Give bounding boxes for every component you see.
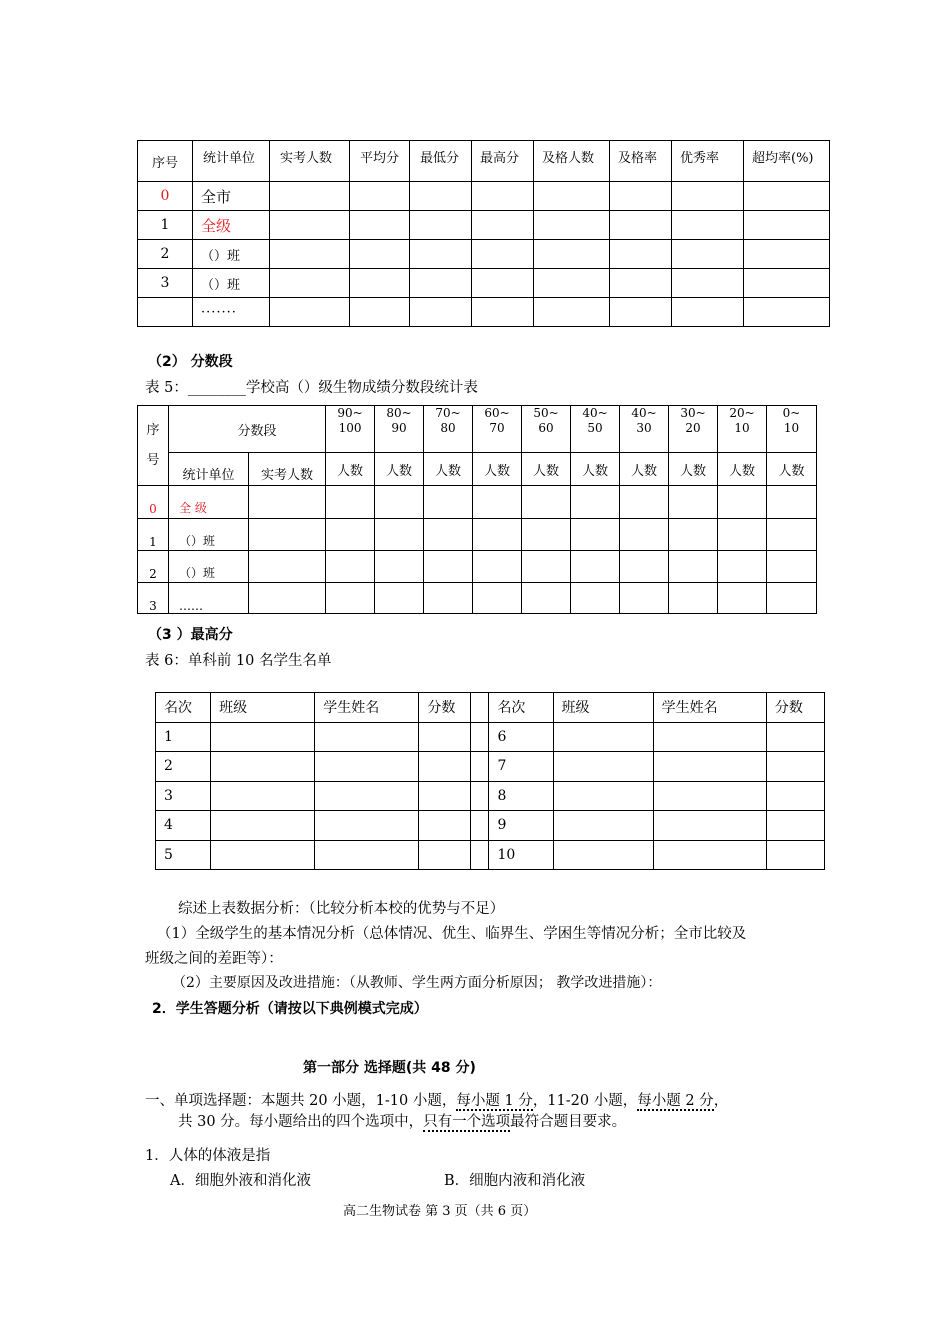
table-header-row: [138, 141, 830, 182]
part1-instruction-line2: 共 30 分。每小题给出的四个选项中，只有一个选项最符合题目要求。: [178, 1114, 627, 1130]
range-cell: 90~ 100: [326, 406, 375, 453]
unit-cell: （）班: [193, 269, 270, 298]
table-caption: [145, 376, 478, 397]
caption-prefix: 表 5：: [145, 380, 188, 396]
header-cell: 序号: [138, 141, 193, 182]
unit-cell: （）班: [193, 240, 270, 269]
rank-cell: 4: [156, 811, 211, 841]
range-cell: 30~ 20: [669, 406, 718, 453]
header-cell: 班级: [211, 693, 315, 723]
table-row: [138, 298, 830, 327]
count-label: 人数: [326, 453, 375, 486]
count-label: 人数: [473, 453, 522, 486]
table-row: [138, 583, 817, 614]
rank-cell: 10: [489, 840, 553, 870]
top-students-table: [155, 692, 825, 870]
table-row: [138, 519, 817, 551]
count-label: 人数: [718, 453, 767, 486]
header-cell: 统计单位: [193, 141, 270, 182]
header-cell: 名次: [156, 693, 211, 723]
unit-cell: （）班: [169, 519, 249, 551]
table-row: [156, 840, 825, 870]
question-stem: 1．人体的体液是指: [145, 1148, 271, 1164]
header-cell: 最高分: [472, 141, 534, 182]
row-number: 0: [138, 182, 193, 211]
header-cell: 分数: [419, 693, 471, 723]
unit-cell: （）班: [169, 551, 249, 583]
analysis-point1-line1: （1）全级学生的基本情况分析（总体情况、优生、临界生、学困生等情况分析；全市比较及: [157, 926, 747, 942]
table-row: [138, 486, 817, 519]
seq-header-top: 序: [146, 422, 160, 438]
header-cell: 及格人数: [534, 141, 610, 182]
unit-cell: 全市: [193, 182, 270, 211]
range-cell: 80~ 90: [375, 406, 424, 453]
count-label: 人数: [424, 453, 473, 486]
seq-header-bottom: 号: [146, 452, 160, 468]
row-number: 2: [138, 240, 193, 269]
section-heading: （2） 分数段: [148, 354, 233, 370]
range-cell: 50~ 60: [522, 406, 571, 453]
row-number: 1: [138, 211, 193, 240]
range-cell: 20~ 10: [718, 406, 767, 453]
option-a: A．细胞外液和消化液: [170, 1173, 311, 1189]
range-cell: 60~ 70: [473, 406, 522, 453]
unit-cell: ·······: [193, 298, 270, 327]
header-cell: 班级: [553, 693, 653, 723]
caption-blank: ________: [187, 380, 246, 396]
header-cell: 学生姓名: [315, 693, 419, 723]
header-cell: 平均分: [350, 141, 410, 182]
table-header-row: [156, 693, 825, 723]
exam-count-label: 实考人数: [249, 453, 326, 486]
count-label: 人数: [669, 453, 718, 486]
segment-label: 分数段: [169, 406, 326, 453]
unit-cell: 全 级: [169, 486, 249, 519]
table-row: [138, 269, 830, 298]
part1-instruction-line1: 一、单项选择题：本题共 20 小题，1-10 小题，每小题 1 分，11-20 小题，每小题 2 分，: [145, 1093, 729, 1109]
range-cell: 40~ 50: [571, 406, 620, 453]
header-cell: 学生姓名: [653, 693, 766, 723]
header-cell: 最低分: [410, 141, 472, 182]
rank-cell: 7: [489, 752, 553, 782]
rank-cell: 3: [156, 781, 211, 811]
rank-cell: 2: [156, 752, 211, 782]
page-footer: 高二生物试卷 第 3 页（共 6 页）: [343, 1204, 537, 1219]
section-heading: （3 ）最高分: [148, 627, 233, 643]
unit-cell: ……: [169, 583, 249, 614]
answer-analysis-heading: 2．学生答题分析（请按以下典例模式完成）: [152, 1001, 428, 1017]
table-header-row: [138, 406, 817, 453]
option-b: B．细胞内液和消化液: [444, 1173, 586, 1189]
range-cell: 0~ 10: [767, 406, 817, 453]
range-cell: 40~ 30: [620, 406, 669, 453]
count-label: 人数: [522, 453, 571, 486]
analysis-point1-line2: 班级之间的差距等）：: [145, 951, 283, 967]
rank-cell: 6: [489, 722, 553, 752]
emphasis-dots: 只有一个选项: [423, 1114, 511, 1130]
row-number: [138, 298, 193, 327]
row-number: 3: [138, 269, 193, 298]
score-segment-table: [137, 405, 817, 614]
table-row: [138, 240, 830, 269]
rank-cell: 1: [156, 722, 211, 752]
count-label: 人数: [375, 453, 424, 486]
caption-suffix: 学校高（）级生物成绩分数段统计表: [245, 380, 478, 396]
part1-title: 第一部分 选择题(共 48 分): [303, 1060, 476, 1076]
row-number: 1: [138, 519, 169, 551]
row-number: 0: [138, 486, 169, 519]
count-label: 人数: [767, 453, 817, 486]
header-cell: 实考人数: [270, 141, 350, 182]
count-label: 人数: [620, 453, 669, 486]
table-caption: 表 6：单科前 10 名学生名单: [145, 653, 332, 669]
header-cell: 优秀率: [672, 141, 744, 182]
rank-cell: 9: [489, 811, 553, 841]
rank-cell: 5: [156, 840, 211, 870]
header-cell: 超均率(%): [744, 141, 830, 182]
table-row: [138, 211, 830, 240]
row-number: 3: [138, 583, 169, 614]
emphasis-dots: 每小题 1 分: [456, 1093, 533, 1109]
emphasis-dots: 每小题 2 分: [637, 1093, 714, 1109]
table-row: [138, 551, 817, 583]
table-row: [156, 752, 825, 782]
table-row: [156, 722, 825, 752]
rank-cell: 8: [489, 781, 553, 811]
unit-label: 统计单位: [169, 453, 249, 486]
header-cell: 及格率: [610, 141, 672, 182]
score-stats-table: [137, 140, 830, 327]
header-cell: 分数: [766, 693, 824, 723]
table-row: [138, 182, 830, 211]
count-label: 人数: [571, 453, 620, 486]
unit-cell: 全级: [193, 211, 270, 240]
analysis-intro: 综述上表数据分析：（比较分析本校的优势与不足）: [178, 901, 505, 917]
row-number: 2: [138, 551, 169, 583]
table-subheader-row: [138, 453, 817, 486]
header-cell: 名次: [489, 693, 553, 723]
analysis-point2: （2）主要原因及改进措施：（从教师、学生两方面分析原因； 教学改进措施）：: [172, 975, 662, 991]
table-row: [156, 811, 825, 841]
range-cell: 70~ 80: [424, 406, 473, 453]
table-row: [156, 781, 825, 811]
